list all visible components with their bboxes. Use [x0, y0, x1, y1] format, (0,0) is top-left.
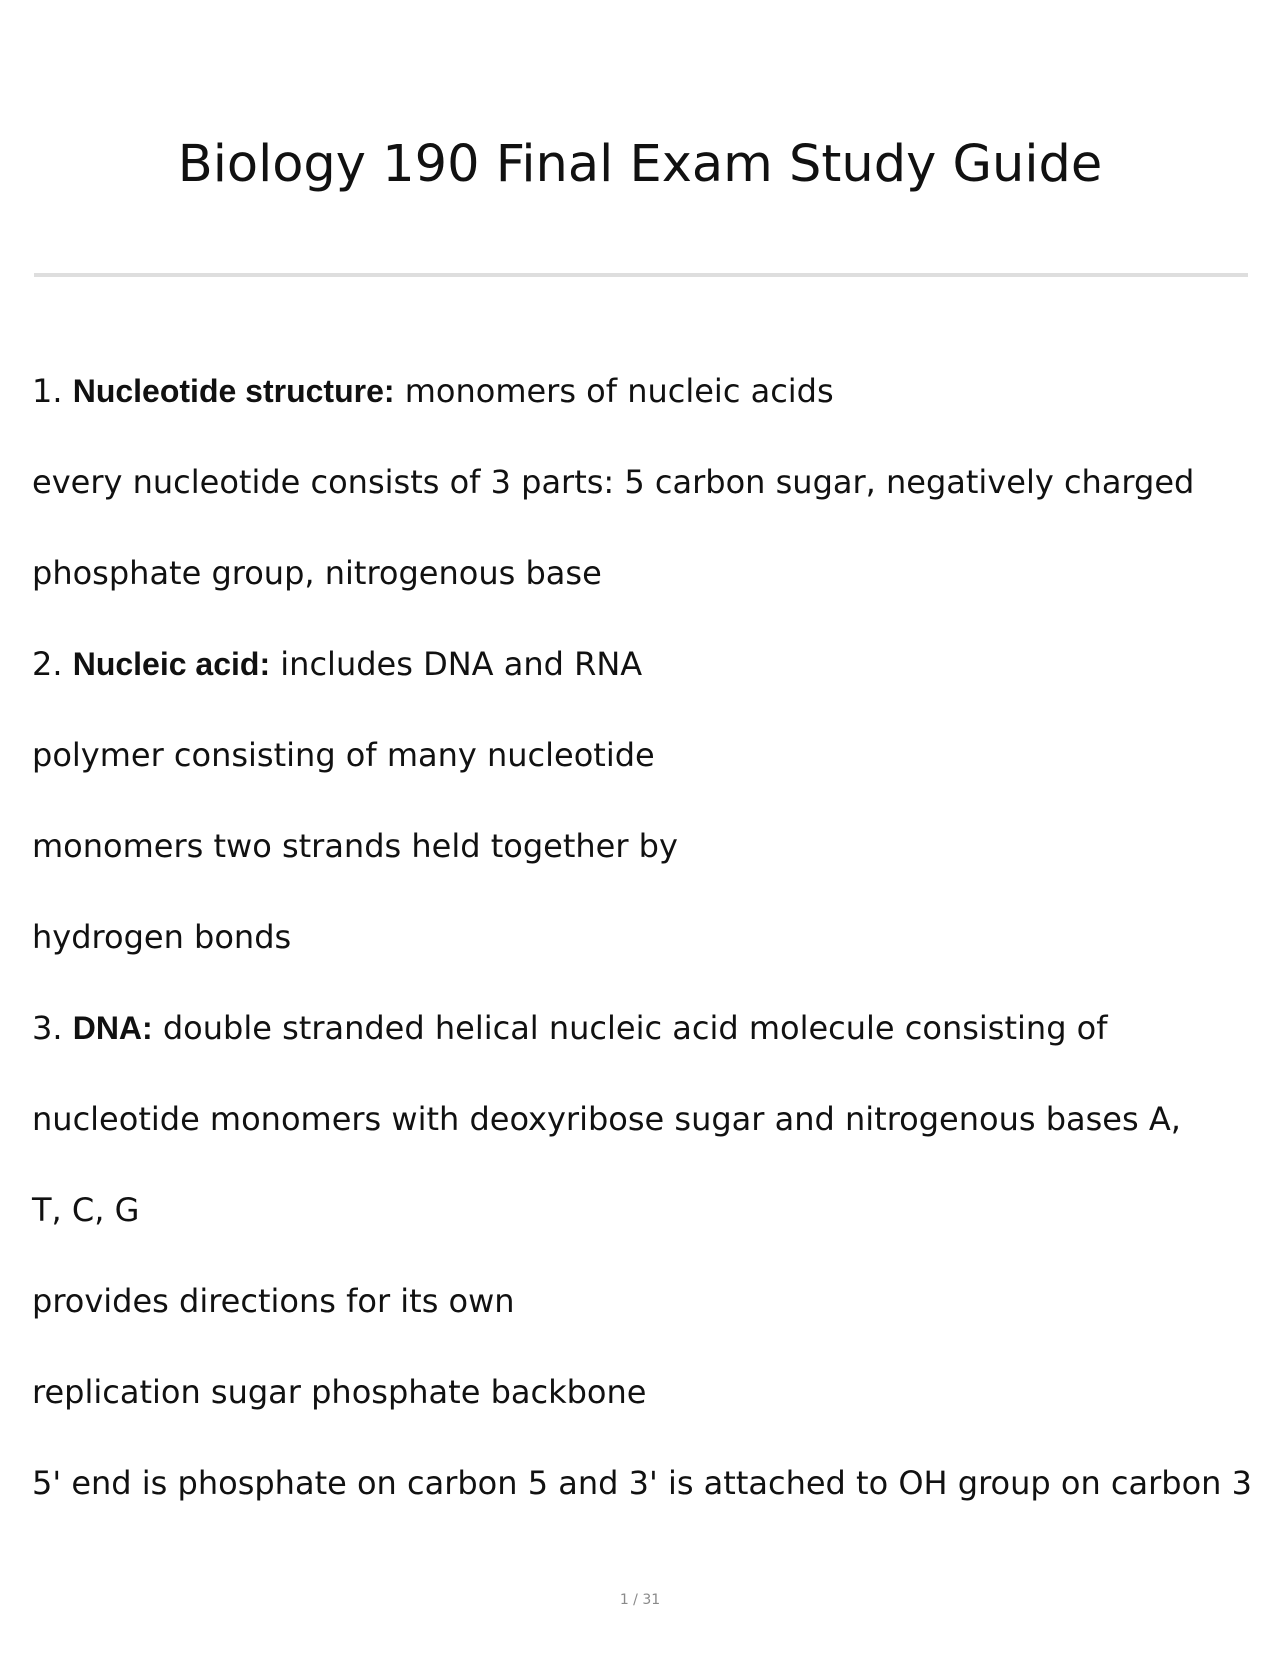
- page-indicator: 1 / 31: [619, 1592, 661, 1608]
- section-definition: monomers of nucleic acids: [404, 372, 834, 410]
- section-heading: [32, 642, 642, 686]
- title-divider: [34, 273, 1248, 277]
- section-line: T, C, G: [32, 1191, 140, 1229]
- section-line: replication sugar phosphate backbone: [32, 1373, 647, 1411]
- section-line: monomers two strands held together by: [32, 827, 678, 865]
- document-title: Biology 190 Final Exam Study Guide: [177, 135, 1103, 194]
- section-number: 1.: [32, 372, 63, 410]
- section-heading: [32, 369, 834, 413]
- section-line: hydrogen bonds: [32, 918, 292, 956]
- section-number: 2.: [32, 645, 63, 683]
- section-line: polymer consisting of many nucleotide: [32, 736, 655, 774]
- section-line: provides directions for its own: [32, 1282, 515, 1320]
- section-term: DNA:: [72, 1010, 153, 1046]
- section-line: every nucleotide consists of 3 parts: 5 carbon sugar, negatively charged: [32, 463, 1195, 501]
- section-line: nucleotide monomers with deoxyribose sugar and nitrogenous bases A,: [32, 1100, 1181, 1138]
- section-term: Nucleic acid:: [72, 646, 271, 682]
- section-term: Nucleotide structure:: [72, 373, 395, 409]
- section-definition: includes DNA and RNA: [280, 645, 643, 683]
- section-line: 5' end is phosphate on carbon 5 and 3' is attached to OH group on carbon 3: [32, 1464, 1252, 1502]
- section-number: 3.: [32, 1009, 63, 1047]
- section-heading: [32, 1006, 1108, 1050]
- section-definition: double stranded helical nucleic acid molecule consisting of: [162, 1009, 1108, 1047]
- section-line: phosphate group, nitrogenous base: [32, 554, 602, 592]
